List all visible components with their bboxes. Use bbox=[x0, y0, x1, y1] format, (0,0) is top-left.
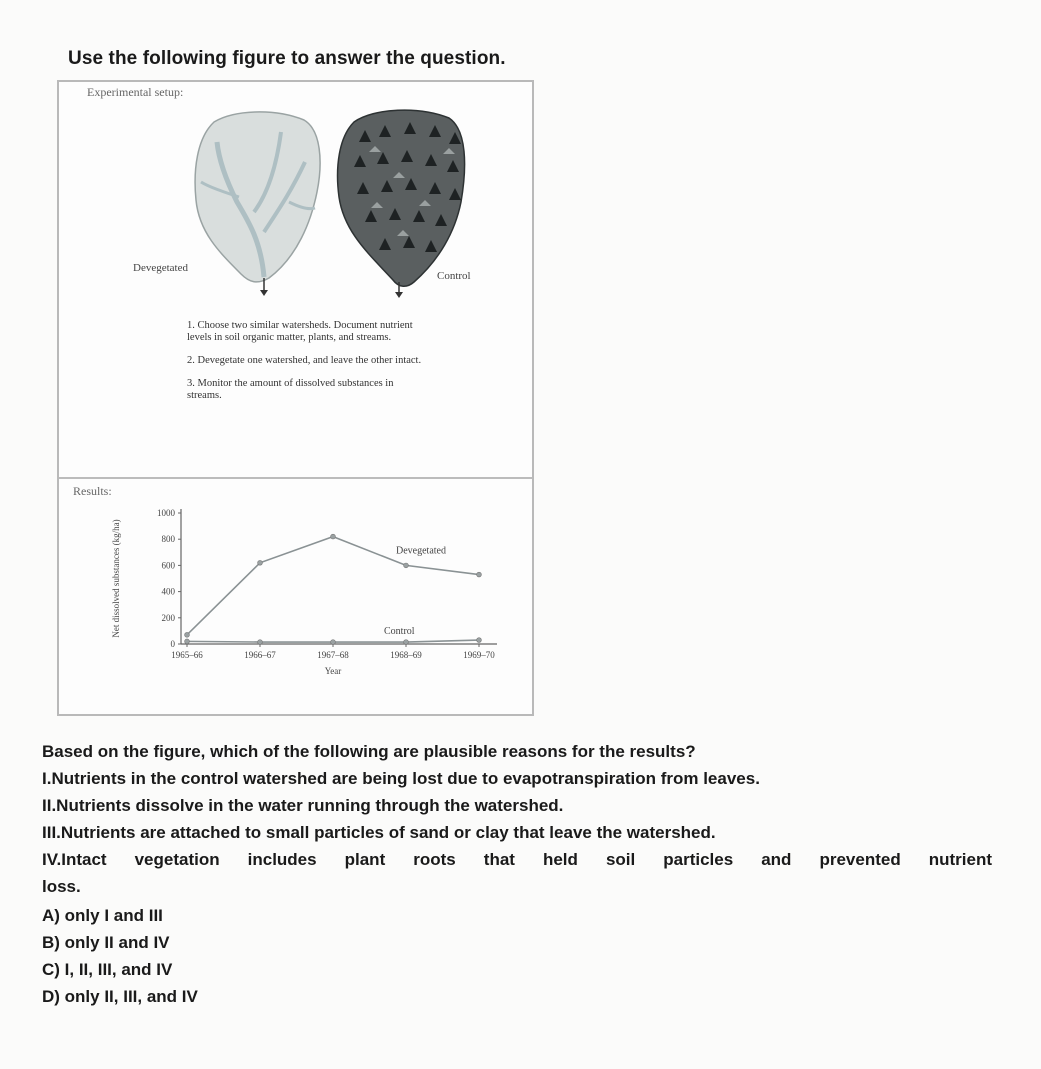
x-tick-label: 1969–70 bbox=[463, 650, 495, 660]
question-block bbox=[42, 738, 992, 1010]
results-label: Results: bbox=[73, 484, 112, 498]
statement-iv-continued: loss. bbox=[42, 877, 81, 896]
series-label-devegetated: Devegetated bbox=[396, 545, 446, 557]
option-b[interactable]: B) only II and IV bbox=[42, 933, 170, 952]
step-3: 3. Monitor the amount of dissolved substances in streams. bbox=[187, 378, 394, 401]
step-2: 2. Devegetate one watershed, and leave the other intact. bbox=[187, 355, 422, 366]
data-point bbox=[477, 638, 482, 643]
devegetated-label: Devegetated bbox=[133, 262, 188, 274]
y-tick-label: 200 bbox=[161, 612, 175, 623]
statement-iii: III.Nutrients are attached to small particles of sand or clay that leave the watershed. bbox=[42, 823, 716, 842]
option-c[interactable]: C) I, II, III, and IV bbox=[42, 960, 173, 979]
y-tick-label: 0 bbox=[170, 639, 175, 649]
x-tick-label: 1965–66 bbox=[171, 650, 203, 660]
answer-options bbox=[42, 902, 992, 1010]
setup-label: Experimental setup: bbox=[87, 85, 184, 99]
experiment-figure bbox=[57, 80, 534, 716]
y-axis-label: Net dissolved substances (kg/ha) bbox=[111, 519, 121, 638]
x-tick-label: 1966–67 bbox=[244, 650, 276, 660]
data-point bbox=[477, 572, 482, 577]
data-point bbox=[404, 563, 409, 568]
procedure-steps bbox=[187, 320, 427, 413]
devegetated-watershed-image bbox=[195, 112, 320, 296]
option-d[interactable]: D) only II, III, and IV bbox=[42, 987, 198, 1006]
y-tick-label: 600 bbox=[161, 560, 175, 571]
y-tick-label: 1000 bbox=[157, 508, 175, 518]
control-label: Control bbox=[437, 270, 471, 282]
series-label-control: Control bbox=[384, 626, 415, 638]
option-a[interactable]: A) only I and III bbox=[42, 906, 163, 925]
question-stem: Based on the figure, which of the following are plausible reasons for the results? bbox=[42, 742, 696, 761]
x-axis-label: Year bbox=[324, 666, 342, 676]
step-1: 1. Choose two similar watersheds. Document nutrient levels in soil organic matter, plants, and streams. bbox=[187, 320, 413, 343]
data-point bbox=[185, 639, 190, 644]
data-point bbox=[258, 640, 263, 645]
prompt-heading: Use the following figure to answer the question. bbox=[68, 48, 506, 69]
statement-i: I.Nutrients in the control watershed are being lost due to evapotranspiration from leaves. bbox=[42, 769, 760, 788]
data-point bbox=[258, 560, 263, 565]
data-point bbox=[331, 640, 336, 645]
x-tick-label: 1968–69 bbox=[390, 650, 422, 660]
data-point bbox=[331, 534, 336, 539]
y-tick-label: 400 bbox=[161, 586, 175, 597]
statement-ii: II.Nutrients dissolve in the water running through the watershed. bbox=[42, 796, 564, 815]
results-chart bbox=[59, 480, 532, 712]
figure-divider bbox=[59, 477, 532, 479]
statement-iv: IV.Intact vegetation includes plant roots that held soil particles and prevented nutrient bbox=[42, 850, 992, 869]
x-tick-label: 1967–68 bbox=[317, 650, 349, 660]
data-point bbox=[404, 640, 409, 645]
data-point bbox=[185, 632, 190, 637]
y-tick-label: 800 bbox=[161, 534, 175, 545]
